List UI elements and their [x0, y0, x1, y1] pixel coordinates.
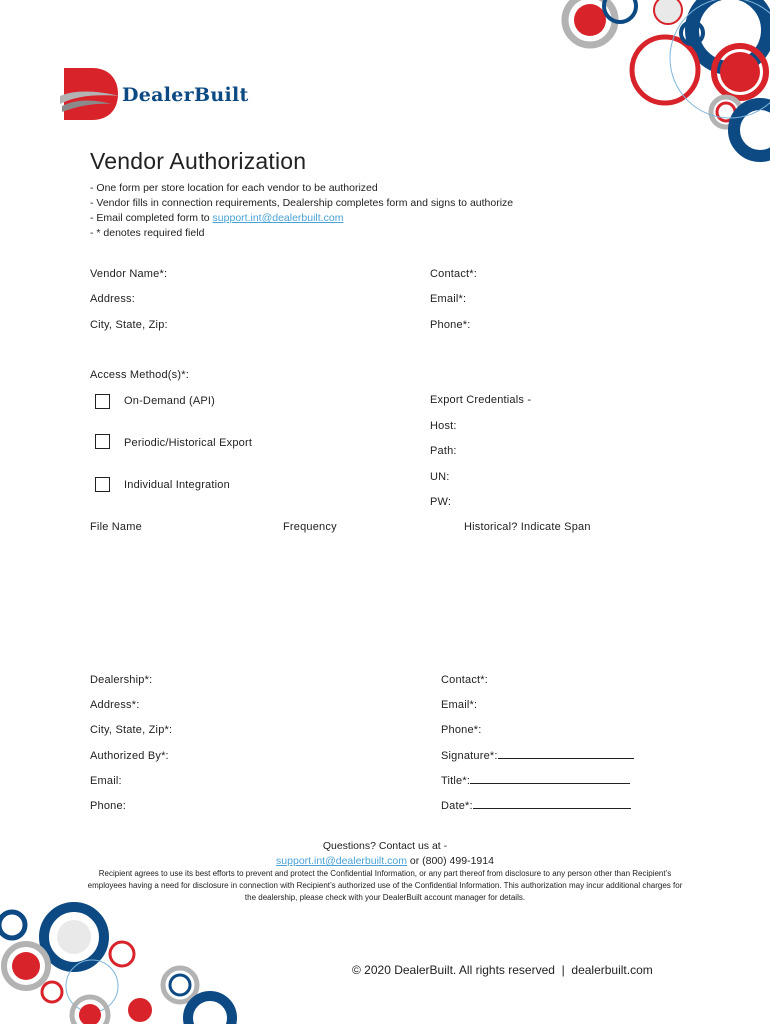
signature-field [441, 750, 634, 762]
footer-copyright: © 2020 DealerBuilt. All rights reserved | dealerbuilt.com [352, 963, 653, 977]
individual-integration-checkbox[interactable] [95, 477, 110, 492]
signature-line[interactable] [498, 758, 634, 759]
dealership-address-label: Address*: [90, 699, 140, 711]
date-field [441, 800, 631, 812]
email-prefix: - Email completed form to [90, 212, 213, 224]
questions-contact-line [0, 854, 770, 869]
questions-email-link[interactable]: support.int@dealerbuilt.com [276, 855, 407, 867]
historical-span-header: Historical? Indicate Span [464, 521, 591, 533]
legal-line: employees having a need for disclosure in connection with Recipient’s authorized use of the Confidential Information. This authorization may incur additional charges for [87, 881, 683, 890]
dealership-email-req-label: Email*: [441, 699, 478, 711]
legal-line: Recipient agrees to use its best efforts to prevent and protect the Confidential Information, or any part thereof from disclosure to any person other than Recipient’s [98, 869, 672, 878]
pw-label: PW: [430, 496, 452, 508]
frequency-header: Frequency [283, 521, 337, 533]
host-label: Host: [430, 420, 457, 432]
title-line[interactable] [470, 783, 630, 784]
instruction-line: - Vendor fills in connection requirements, Dealership completes form and signs to authorize [90, 197, 514, 209]
questions-phone: or (800) 499-1914 [406, 855, 494, 867]
individual-integration-label: Individual Integration [124, 479, 230, 491]
legal-text [40, 868, 730, 904]
dealership-email-label: Email: [90, 775, 122, 787]
export-credentials-heading: Export Credentials - [430, 394, 532, 406]
instruction-email-line [90, 211, 513, 226]
authorized-by-label: Authorized By*: [90, 750, 169, 762]
page-title: Vendor Authorization [90, 148, 307, 174]
legal-line: the dealership, please check with your DealerBuilt account manager for details. [244, 893, 526, 902]
vendor-phone-label: Phone*: [430, 319, 471, 331]
instruction-line: - One form per store location for each vendor to be authorized [90, 182, 378, 194]
date-line[interactable] [473, 808, 631, 809]
ondemand-api-checkbox[interactable] [95, 394, 110, 409]
support-email-link[interactable]: support.int@dealerbuilt.com [212, 212, 344, 224]
vendor-city-label: City, State, Zip: [90, 319, 168, 331]
periodic-export-checkbox[interactable] [95, 434, 110, 449]
required-note: - * denotes required field [90, 227, 205, 239]
title-field [441, 775, 630, 787]
vendor-name-label: Vendor Name*: [90, 268, 168, 280]
logo-d-mark [60, 66, 122, 122]
vendor-contact-label: Contact*: [430, 268, 478, 280]
questions-block [0, 839, 770, 869]
dealership-label: Dealership*: [90, 674, 153, 686]
vendor-address-label: Address: [90, 293, 136, 305]
questions-line: Questions? Contact us at - [322, 840, 448, 852]
dealership-phone-req-label: Phone*: [441, 724, 482, 736]
path-label: Path: [430, 445, 457, 457]
title-label: Title*: [441, 775, 471, 787]
dealership-contact-label: Contact*: [441, 674, 489, 686]
logo-wordmark: DealerBuilt [122, 84, 249, 106]
periodic-export-label: Periodic/Historical Export [124, 437, 253, 449]
file-name-header: File Name [90, 521, 142, 533]
signature-label: Signature*: [441, 750, 498, 762]
vendor-email-label: Email*: [430, 293, 467, 305]
dealerbuilt-logo [60, 66, 249, 122]
access-methods-heading: Access Method(s)*: [90, 369, 189, 381]
instructions [90, 181, 513, 241]
dealership-city-label: City, State, Zip*: [90, 724, 173, 736]
dealership-phone-label: Phone: [90, 800, 127, 812]
un-label: UN: [430, 471, 450, 483]
date-label: Date*: [441, 800, 473, 812]
ondemand-api-label: On-Demand (API) [124, 395, 216, 407]
